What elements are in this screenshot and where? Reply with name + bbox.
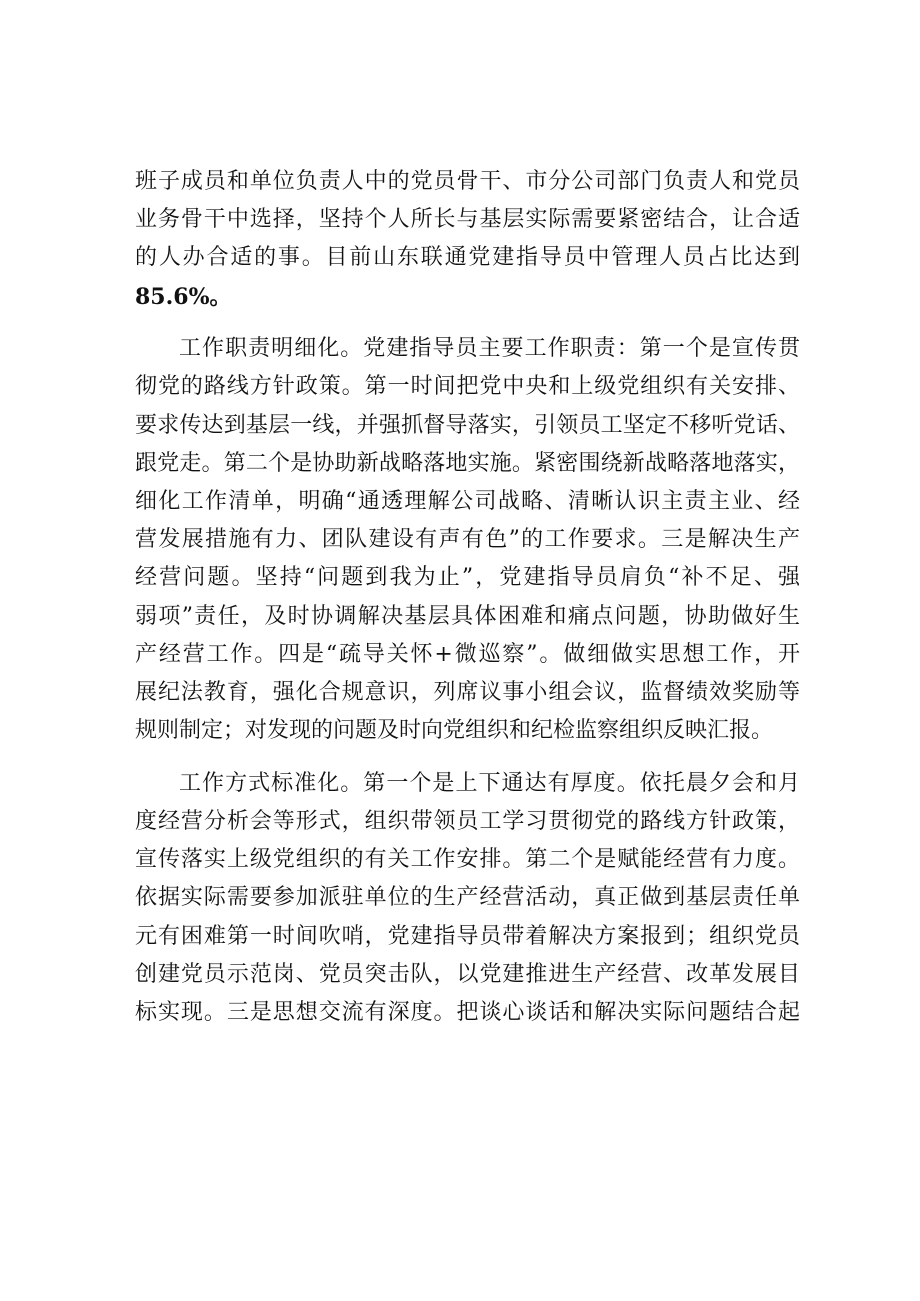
paragraph-line: 细化工作清单，明确“通透理解公司战略、清晰认识主责主业、经	[135, 489, 800, 514]
paragraph-line: 营发展措施有力、团队建设有声有色”的工作要求。三是解决生产	[135, 527, 800, 553]
paragraph-line: 依据实际需要参加派驻单位的生产经营活动，真正做到基层责任单	[135, 885, 800, 911]
paragraph-line: 产经营工作。四是“疏导关怀+微巡察”。做细做实思想工作，开	[135, 641, 800, 667]
paragraph-3	[135, 765, 800, 1032]
paragraph-line: 业务骨干中选择，坚持个人所长与基层实际需要紧密结合，让合适	[135, 207, 800, 233]
paragraph-line: 工作方式标准化。第一个是上下通达有厚度。依托晨夕会和月	[179, 770, 800, 796]
paragraph-line: 度经营分析会等形式，组织带领员工学习贯彻党的路线方针政策，	[135, 809, 800, 834]
paragraph-line: 展纪法教育，强化合规意识，列席议事小组会议，监督绩效奖励等	[135, 679, 800, 705]
paragraph-line: 弱项”责任，及时协调解决基层具体困难和痛点问题，协助做好生	[135, 603, 800, 629]
paragraph-line: 85.6%。	[135, 283, 232, 310]
paragraph-line: 跟党走。第二个是协助新战略落地实施。紧密围绕新战略落地落实，	[135, 450, 800, 476]
paragraph-line: 的人办合适的事。目前山东联通党建指导员中管理人员占比达到	[135, 245, 800, 271]
paragraph-line: 彻党的路线方针政策。第一时间把党中央和上级党组织有关安排、	[135, 374, 800, 400]
document-body	[135, 163, 800, 1032]
paragraph-line: 创建党员示范岗、党员突击队，以党建推进生产经营、改革发展目	[135, 961, 800, 987]
paragraph-line: 经营问题。坚持“问题到我为止”，党建指导员肩负“补不足、强	[135, 565, 800, 591]
paragraph-line: 规则制定；对发现的问题及时向党组织和纪检监察组织反映汇报。	[135, 718, 774, 744]
paragraph-line: 标实现。三是思想交流有深度。把谈心谈话和解决实际问题结合起	[135, 999, 800, 1025]
paragraph-line: 要求传达到基层一线，并强抓督导落实，引领员工坚定不移听党话、	[135, 412, 800, 438]
paragraph-line: 工作职责明细化。党建指导员主要工作职责：第一个是宣传贯	[179, 336, 800, 362]
paragraph-2	[135, 330, 800, 750]
paragraph-line: 元有困难第一时间吹哨，党建指导员带着解决方案报到；组织党员	[135, 923, 800, 949]
paragraph-line: 班子成员和单位负责人中的党员骨干、市分公司部门负责人和党员	[135, 169, 800, 194]
paragraph-1	[135, 163, 800, 316]
paragraph-line: 宣传落实上级党组织的有关工作安排。第二个是赋能经营有力度。	[135, 847, 800, 873]
